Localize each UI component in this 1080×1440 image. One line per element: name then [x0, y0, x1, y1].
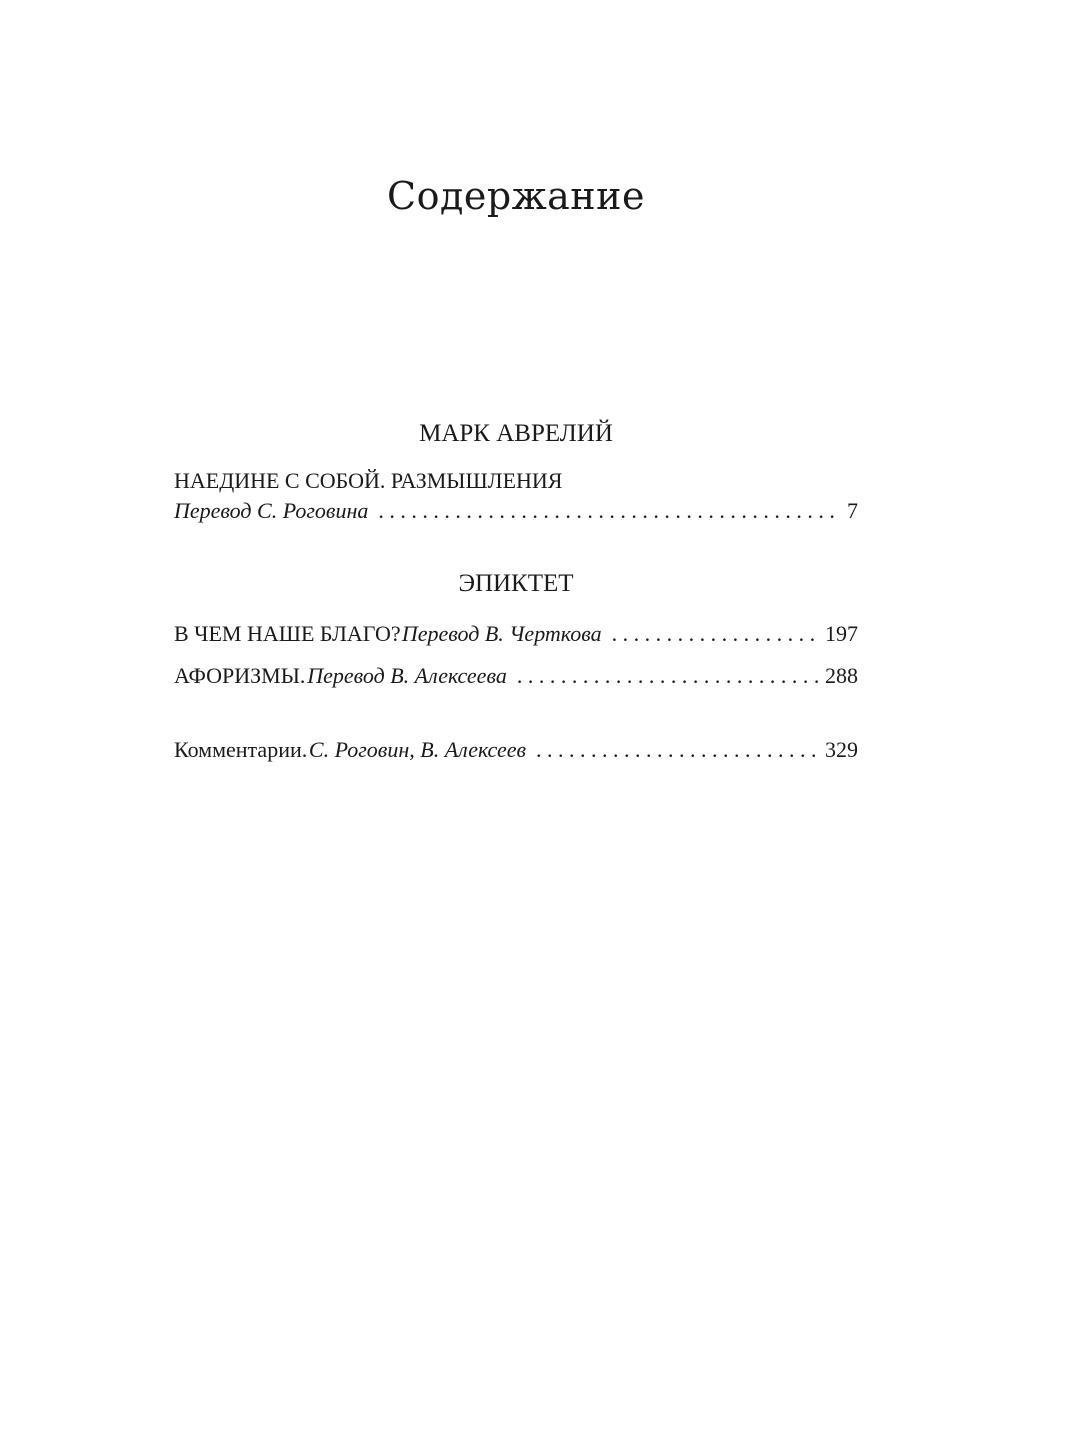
toc-work-title: В ЧЕМ НАШЕ БЛАГО? [174, 621, 401, 646]
toc-page-number: 288 [825, 663, 858, 688]
toc-work-title: НАЕДИНЕ С СОБОЙ. РАЗМЫШЛЕНИЯ [174, 468, 563, 493]
dot-leader [612, 619, 819, 649]
toc-entry-aphorisms[interactable] [174, 661, 858, 691]
toc-entry-title-meditations[interactable] [174, 466, 858, 496]
toc-page-number: 197 [825, 621, 858, 646]
page-title: Содержание [387, 174, 645, 218]
toc-commentary-authors: С. Роговин, В. Алексеев [308, 737, 527, 762]
toc-commentary-label: Комментарии. [174, 737, 308, 762]
toc-page-number: 7 [847, 498, 858, 523]
toc-translator: Перевод В. Алексеева [307, 663, 507, 688]
toc-translator: Перевод С. Роговина [174, 498, 369, 523]
toc-translator: Перевод В. Черткова [401, 621, 602, 646]
dot-leader [536, 735, 819, 765]
toc-entry-our-good[interactable] [174, 619, 858, 649]
toc-page-number: 329 [825, 737, 858, 762]
dot-leader [378, 496, 841, 526]
toc-entry-meditations[interactable] [174, 496, 858, 526]
author-heading-epictetus: ЭПИКТЕТ [458, 570, 574, 597]
author-heading-marcus-aurelius: МАРК АВРЕЛИЙ [419, 420, 613, 447]
toc-entry-commentary[interactable] [174, 735, 858, 765]
toc-work-title: АФОРИЗМЫ. [174, 663, 306, 688]
dot-leader [517, 661, 819, 691]
